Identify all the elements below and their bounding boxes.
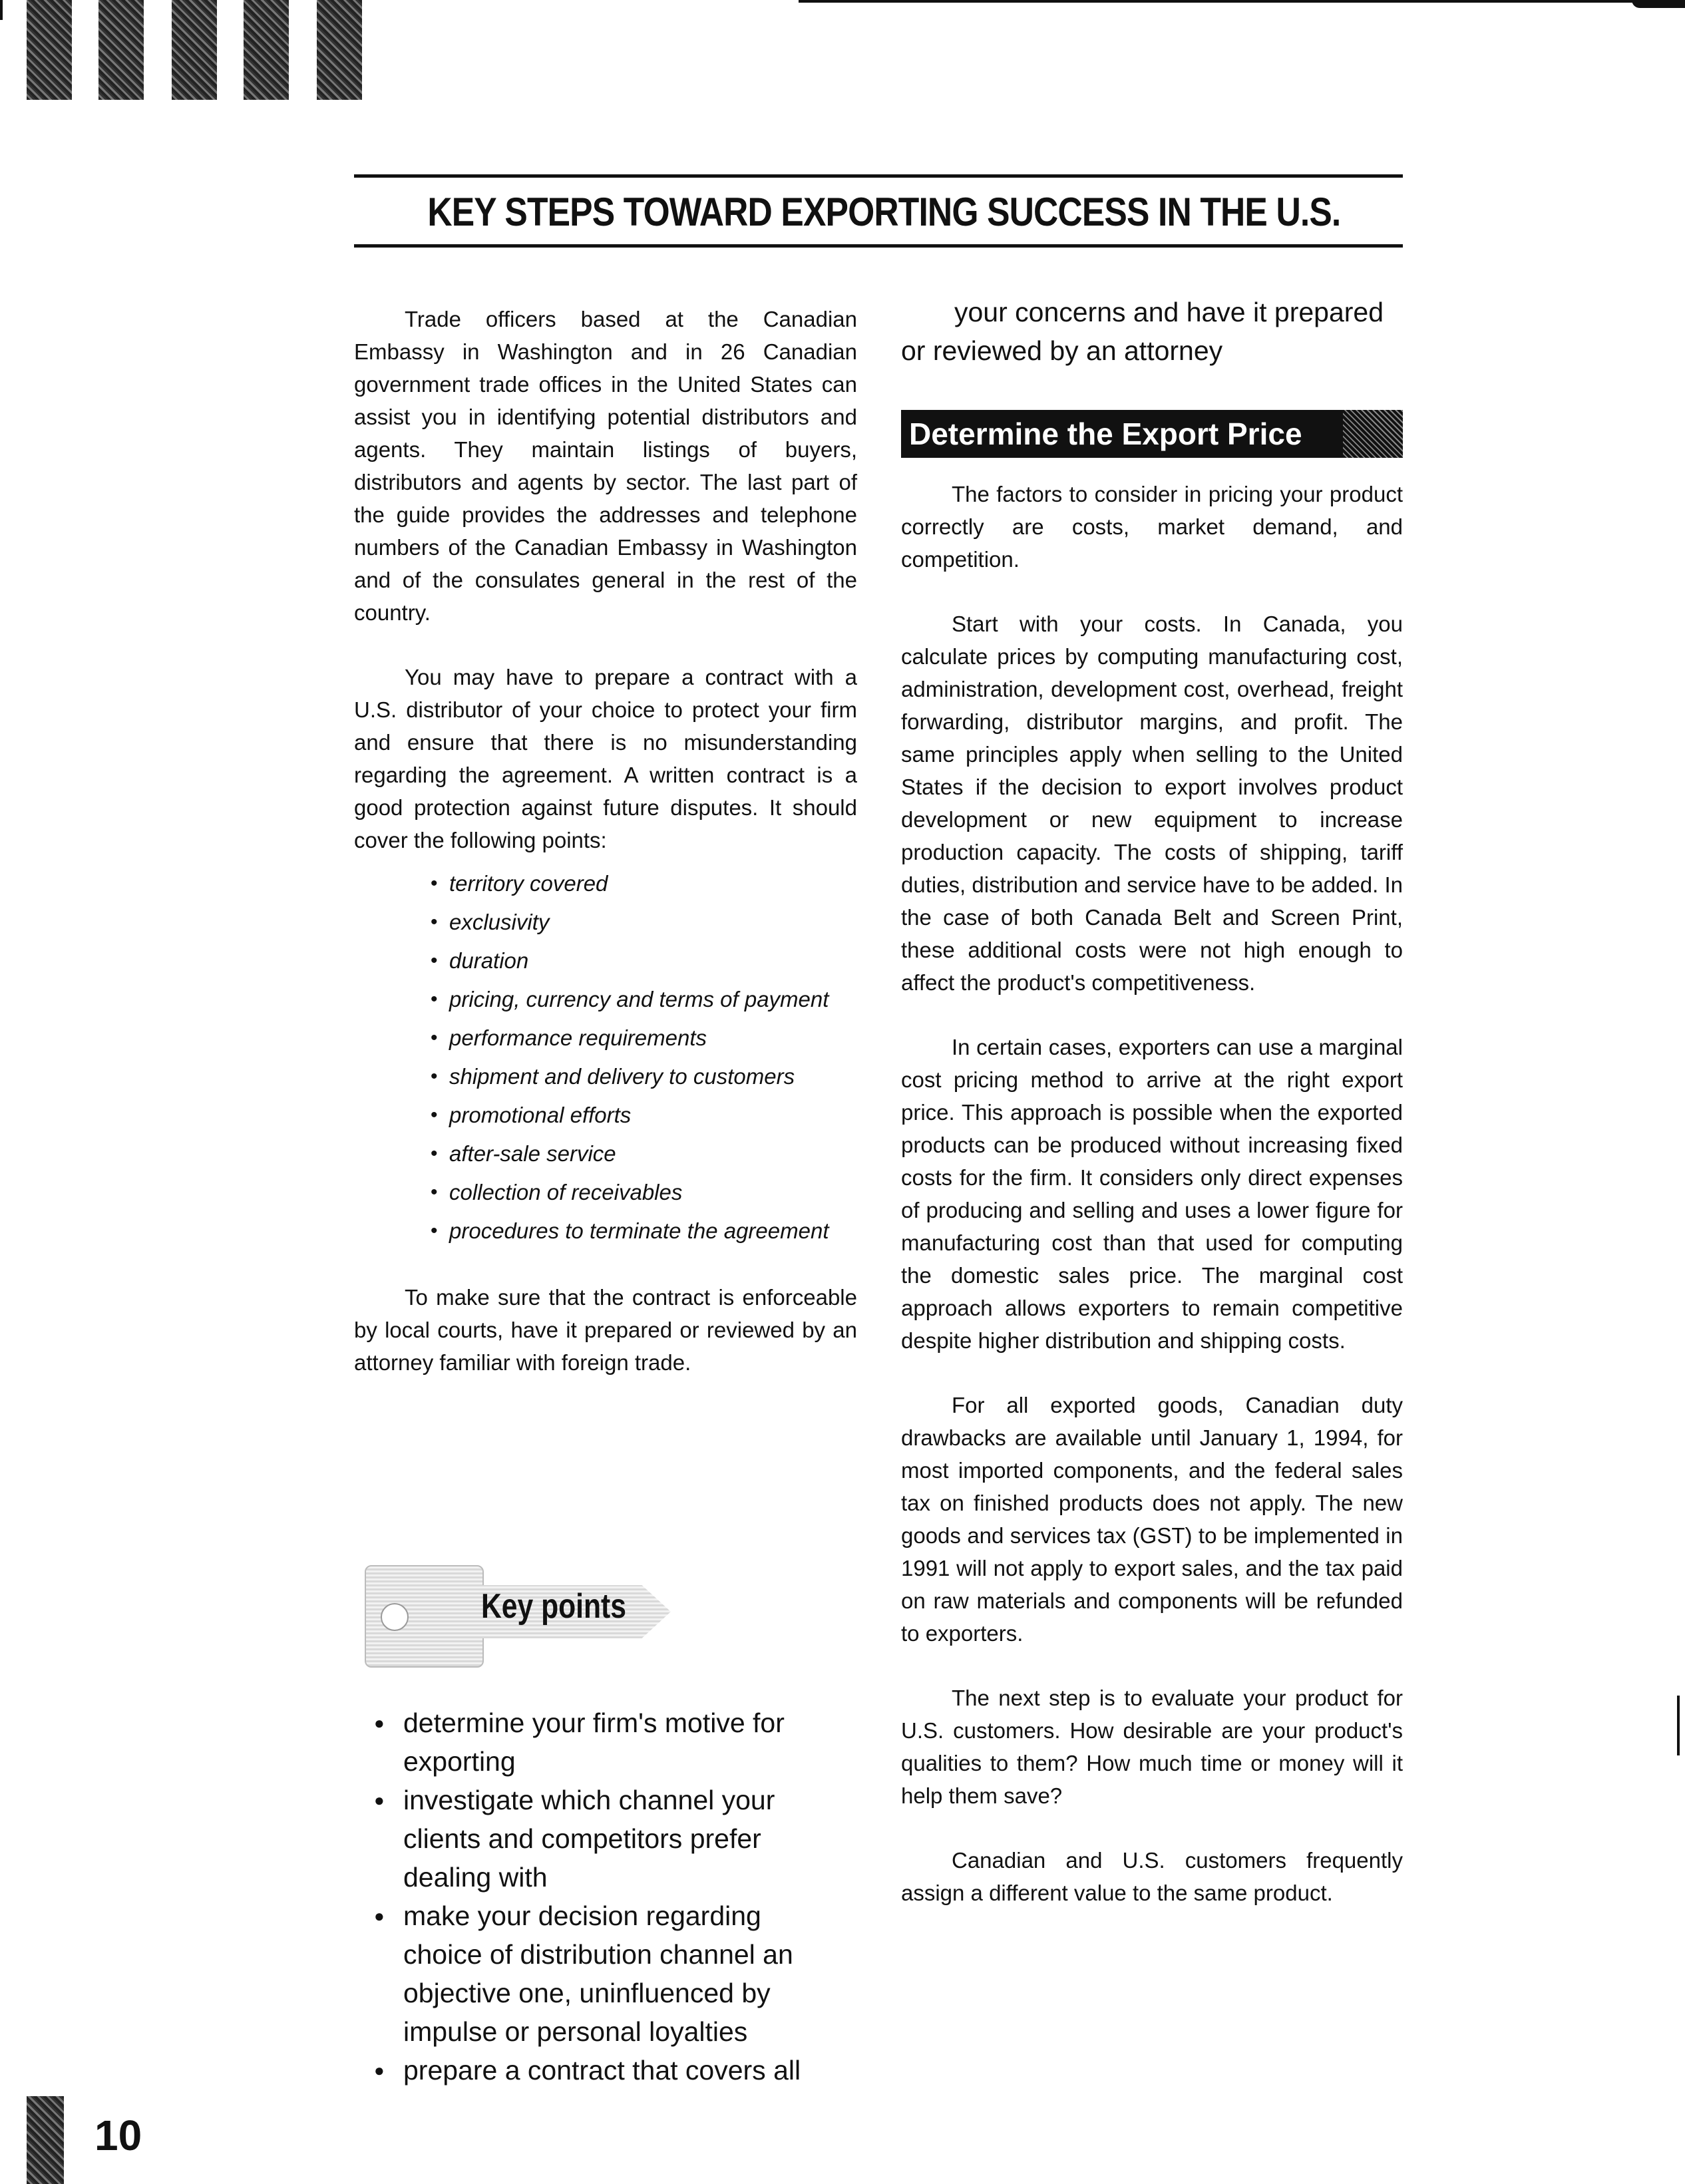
paragraph-duty-drawbacks: For all exported goods, Canadian duty drawbacks are available until January 1, 1994, for most imported components, and the federal sales tax on finished products does not apply. The new goods and services tax (GST) to be implemented in 1991 will not apply to export sales, and the tax paid on raw materials and components will be refunded to exporters. (901, 1393, 1403, 1646)
list-item: ● investigate which channel your clients and competitors prefer dealing with (373, 1781, 839, 1897)
margin-mark (0, 0, 3, 20)
list-item: • pricing, currency and terms of payment (431, 980, 857, 1019)
paragraph-contract-intro: You may have to prepare a contract with a U.S. distributor of your choice to protect your firm and ensure that there is no misunderstanding regarding the agreement. A written contract is a good protection against future disputes. It should cover the following points: (354, 665, 857, 852)
page-title: KEY STEPS TOWARD EXPORTING SUCCESS IN THE U.S. (427, 190, 1341, 234)
list-item: • after-sale service (431, 1135, 857, 1173)
list-item: ● determine your firm's motive for exporting (373, 1704, 839, 1781)
margin-mark (1677, 1696, 1680, 1755)
paragraph-trade-officers: Trade officers based at the Canadian Embassy in Washington and in 26 Canadian government trade offices in the United States can assist you in identifying potential distributors and agents. They maintain listings of buyers, distributors and agents by sector. The last part of the guide provides the addresses and telephone numbers of the Canadian Embassy in Washington and of the consulates general in the rest of the country. (354, 307, 857, 625)
key-points-label: Key points (481, 1587, 626, 1626)
list-item: • collection of receivables (431, 1173, 857, 1212)
contract-points-list (354, 864, 857, 1250)
decoration-block (317, 0, 362, 100)
list-item: • performance requirements (431, 1019, 857, 1057)
list-item: • promotional efforts (431, 1096, 857, 1135)
paragraph-pricing-factors: The factors to consider in pricing your product correctly are costs, market demand, and competition. (901, 482, 1403, 572)
decoration-block (27, 0, 72, 100)
page-number: 10 (94, 2111, 142, 2159)
section-heading: Determine the Export Price (901, 410, 1403, 458)
top-rule (799, 0, 1685, 3)
list-item: ● prepare a contract that covers all (373, 2051, 839, 2090)
decoration-block (244, 0, 289, 100)
list-item: • exclusivity (431, 903, 857, 942)
left-column (354, 303, 857, 1411)
key-points-list (373, 1704, 839, 2090)
paragraph-marginal-cost: In certain cases, exporters can use a marginal cost pricing method to arrive at the right export price. This approach is possible when the exported products can be produced without increasing fixed costs for the firm. It considers only direct expenses of producing and selling and uses a lower figure for manufacturing cost than that used for computing the domestic sales price. The marginal cost approach allows exporters to remain competitive despite higher distribution and shipping costs. (901, 1035, 1403, 1353)
key-points-banner (365, 1565, 697, 1665)
decoration-block (98, 0, 144, 100)
list-item: • shipment and delivery to customers (431, 1057, 857, 1096)
header-decoration-blocks (27, 0, 373, 100)
paragraph-costs: Start with your costs. In Canada, you calculate prices by computing manufacturing cost, administration, development cost, overhead, freight forwarding, distributor margins, and profit. The same principles apply when selling to the United States if the decision to export involves product development or new equipment to increase production capacity. The costs of shipping, tariff duties, distribution and service have to be added. In the case of both Canada Belt and Screen Print, these additional costs were not high enough to affect the product's competitiveness. (901, 612, 1403, 995)
list-item: ● make your decision regarding choice of distribution channel an objective one, uninfluenced by impulse or personal loyalties (373, 1897, 839, 2051)
list-item: • procedures to terminate the agreement (431, 1212, 857, 1250)
right-column (901, 293, 1403, 1941)
decoration-block (172, 0, 217, 100)
paragraph-continuation: your concerns and have it prepared or reviewed by an attorney (901, 297, 1384, 366)
paragraph-enforceable: To make sure that the contract is enforceable by local courts, have it prepared or reviewed by an attorney familiar with foreign trade. (354, 1285, 857, 1375)
list-item: • territory covered (431, 864, 857, 903)
key-tag-icon (365, 1565, 484, 1668)
page-title-band (354, 174, 1403, 248)
title-rule-top (354, 174, 1403, 178)
key-hole-icon (381, 1603, 409, 1631)
footer-decoration-block (27, 2096, 64, 2184)
list-item: • duration (431, 942, 857, 980)
paragraph-customer-value: Canadian and U.S. customers frequently assign a different value to the same product. (901, 1848, 1403, 1905)
paragraph-evaluate-product: The next step is to evaluate your product for U.S. customers. How desirable are your product's qualities to them? How much time or money will it help them save? (901, 1686, 1403, 1808)
title-rule-bottom (354, 244, 1403, 248)
